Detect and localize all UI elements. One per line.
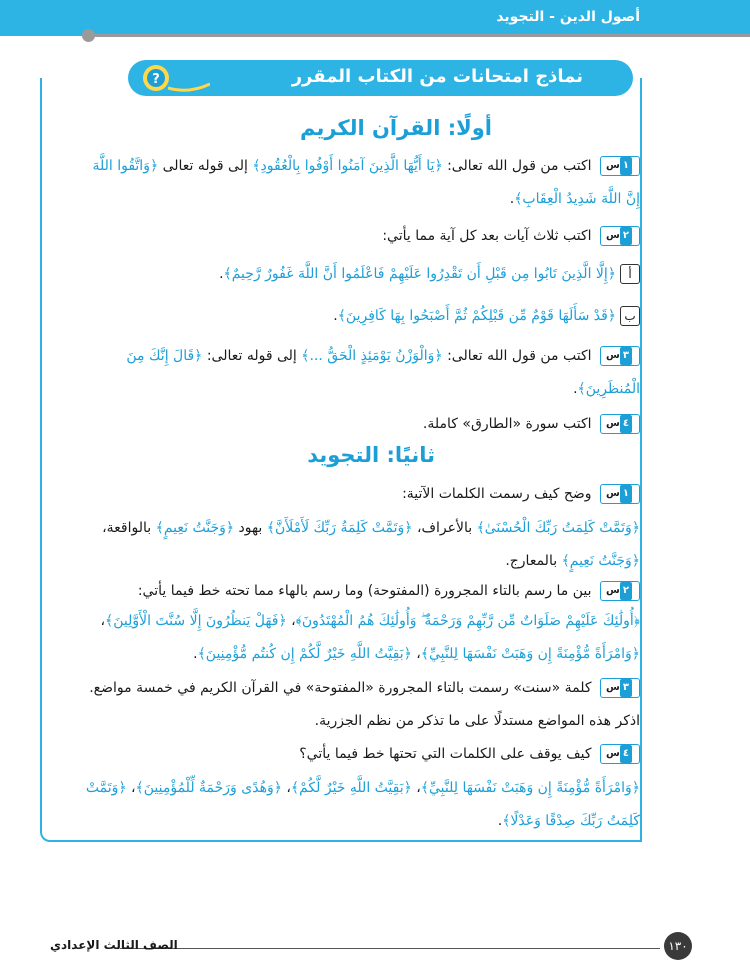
item-label-a: أ — [620, 264, 640, 284]
section-heading-tajweed: ثانيًا: التجويد — [307, 443, 435, 467]
verse-text: ﴿وَامْرَأَةً مُّؤْمِنَةً إِن وَهَبَتْ نَفْسَهَا لِلنَّبِيِّ﴾ — [420, 780, 640, 796]
verse-text: ﴿وَالْوَزْنُ يَوْمَئِذٍ الْحَقُّ ...﴾ — [301, 348, 443, 364]
question-badge: س ٣ — [600, 346, 640, 366]
item-label-b: ب — [620, 306, 640, 326]
top-header-bar — [0, 0, 750, 36]
verse-text: ﴿وَتَمَّتْ كَلِمَتُ رَبِّكَ الْحُسْنَىٰ﴾ — [476, 520, 640, 536]
verse-text: ﴿وَجَنَّتُ نَعِيمٍ﴾ — [561, 553, 640, 569]
verse-text: ﴿فَهَلْ يَنظُرُونَ إِلَّا سُنَّتَ الْأَوَّلِينَ﴾ — [105, 613, 287, 629]
verse-text: ﴿وَجَنَّتُ نَعِيمٍ﴾ — [155, 520, 235, 536]
svg-text:?: ? — [152, 72, 160, 87]
header-dot — [82, 29, 95, 42]
tajweed-question-3: س ٣ كلمة «سنت» رسمت بالتاء المجرورة «المفتوحة» في القرآن الكريم في خمسة مواضع. اذكر هذه المواضع مستدلًا على ما تذكر من نظم الجزرية. — [89, 680, 640, 729]
verse-text: ﴿وَهُدًى وَرَحْمَةٌ لِّلْمُؤْمِنِينَ﴾ — [135, 780, 282, 796]
question-badge: س ١ — [600, 484, 640, 504]
tajweed-question-4: س ٤ كيف يوقف على الكلمات التي تحتها خط فيما يأتي؟ — [80, 738, 640, 771]
verse-text: ﴿وَاتَّقُوا اللَّهَ إِنَّ اللَّهَ شَدِيدُ الْعِقَابِ﴾ — [92, 158, 640, 207]
verse-text: ﴿بَقِيَّتُ اللَّهِ خَيْرٌ لَّكُمْ إِن كُنتُم مُّؤْمِنِينَ﴾ — [197, 646, 412, 662]
question-badge: س ٢ — [600, 581, 640, 601]
question-badge: س ٢ — [600, 226, 640, 246]
tajweed-question-1-body: ﴿وَتَمَّتْ كَلِمَتُ رَبِّكَ الْحُسْنَىٰ﴾ بالأعراف، ﴿وَتَمَّتْ كَلِمَةُ رَبِّكَ لَأَمْلَأَنَّ﴾ بهود ﴿وَجَنَّتُ نَعِيمٍ﴾ بالواقعة، ﴿وَجَنَّتُ نَعِيمٍ﴾ بالمعارج. — [102, 520, 640, 569]
tajweed-question-2: س ٢ بين ما رسم بالتاء المجرورة (المفتوحة) وما رسم بالهاء مما تحته خط فيما يأتي: — [80, 575, 640, 608]
verse-text: ﴿بَقِيَّتُ اللَّهِ خَيْرٌ لَّكُمْ﴾ — [290, 780, 412, 796]
page-number: ١٣٠ — [664, 932, 692, 960]
question-4: س ٤ اكتب سورة «الطارق» كاملة. — [80, 408, 640, 441]
swoosh-decoration — [168, 82, 210, 92]
verse-text: ﴿إِلَّا الَّذِينَ تَابُوا مِن قَبْلِ أَن تَقْدِرُوا عَلَيْهِمْ فَاعْلَمُوا أَنَّ اللَّهَ غَفُورٌ رَّحِيمٌ﴾ — [223, 266, 616, 282]
question-2-item-b: ب﴿قَدْ سَأَلَهَا قَوْمٌ مِّن قَبْلِكُمْ ثُمَّ أَصْبَحُوا بِهَا كَافِرِينَ﴾. — [80, 300, 640, 333]
section-heading-quran: أولًا: القرآن الكريم — [299, 116, 492, 140]
question-badge: س ٣ — [600, 678, 640, 698]
verse-text: ﴿قَدْ سَأَلَهَا قَوْمٌ مِّن قَبْلِكُمْ ثُمَّ أَصْبَحُوا بِهَا كَافِرِينَ﴾ — [337, 308, 616, 324]
question-badge: س ٤ — [600, 744, 640, 764]
question-badge: س ٤ — [600, 414, 640, 434]
question-2: س ٢ اكتب ثلاث آيات بعد كل آية مما يأتي: — [80, 220, 640, 253]
verse-text: ﴿وَتَمَّتْ كَلِمَةُ رَبِّكَ لَأَمْلَأَنَّ﴾ — [266, 520, 413, 536]
verse-text: ﴿وَامْرَأَةً مُّؤْمِنَةً إِن وَهَبَتْ نَفْسَهَا لِلنَّبِيِّ﴾ — [420, 646, 640, 662]
verse-text: ﴿وَتَمَّتْ كَلِمَتُ رَبِّكَ صِدْقًا وَعَدْلًا﴾ — [85, 780, 640, 829]
tajweed-question-4-body: ﴿وَامْرَأَةً مُّؤْمِنَةً إِن وَهَبَتْ نَفْسَهَا لِلنَّبِيِّ﴾، ﴿بَقِيَّتُ اللَّهِ خَيْرٌ لَّكُمْ﴾، ﴿وَهُدًى وَرَحْمَةٌ لِّلْمُؤْمِنِينَ﴾، ﴿وَتَمَّتْ كَلِمَتُ رَبِّكَ صِدْقًا وَعَدْلًا﴾. — [85, 780, 640, 829]
header-rule — [90, 34, 750, 37]
question-2-item-a: أ﴿إِلَّا الَّذِينَ تَابُوا مِن قَبْلِ أَن تَقْدِرُوا عَلَيْهِمْ فَاعْلَمُوا أَنَّ اللَّهَ غَفُورٌ رَّحِيمٌ﴾. — [80, 258, 640, 291]
question-1: س ١ اكتب من قول الله تعالى: ﴿يَا أَيُّهَا الَّذِينَ آمَنُوا أَوْفُوا بِالْعُقُودِ﴾ إلى قوله تعالى ﴿وَاتَّقُوا اللَّهَ إِنَّ اللَّهَ شَدِيدُ الْعِقَابِ﴾. — [92, 158, 640, 207]
tajweed-question-1: س ١ وضح كيف رسمت الكلمات الآتية: — [80, 478, 640, 511]
footer-grade: الصف الثالث الإعدادي — [50, 938, 178, 952]
footer-rule — [120, 948, 660, 949]
banner-title: نماذج امتحانات من الكتاب المقرر — [291, 66, 583, 87]
header-title: أصول الدين - التجويد — [496, 9, 640, 25]
question-3: س ٣ اكتب من قول الله تعالى: ﴿وَالْوَزْنُ يَوْمَئِذٍ الْحَقُّ ...﴾ إلى قوله تعالى: ﴿قَالَ إِنَّكَ مِنَ الْمُنظَرِينَ﴾. — [126, 348, 640, 397]
tajweed-question-2-body: ﴿أُولَٰئِكَ عَلَيْهِمْ صَلَوَاتٌ مِّن رَّبِّهِمْ وَرَحْمَةٌ ۖ وَأُولَٰئِكَ هُمُ الْمُهْتَدُونَ﴾، ﴿فَهَلْ يَنظُرُونَ إِلَّا سُنَّتَ الْأَوَّلِينَ﴾، ﴿وَامْرَأَةً مُّؤْمِنَةً إِن وَهَبَتْ نَفْسَهَا لِلنَّبِيِّ﴾، ﴿بَقِيَّتُ اللَّهِ خَيْرٌ لَّكُمْ إِن كُنتُم مُّؤْمِنِينَ﴾. — [100, 613, 640, 662]
verse-text: ﴿أُولَٰئِكَ عَلَيْهِمْ صَلَوَاتٌ مِّن رَّبِّهِمْ وَرَحْمَةٌ ۖ وَأُولَٰئِكَ هُمُ الْمُهْتَدُونَ﴾ — [295, 613, 640, 629]
verse-text: ﴿قَالَ إِنَّكَ مِنَ الْمُنظَرِينَ﴾ — [126, 348, 640, 397]
question-badge: س ١ — [600, 156, 640, 176]
verse-text: ﴿يَا أَيُّهَا الَّذِينَ آمَنُوا أَوْفُوا بِالْعُقُودِ﴾ — [252, 158, 443, 174]
